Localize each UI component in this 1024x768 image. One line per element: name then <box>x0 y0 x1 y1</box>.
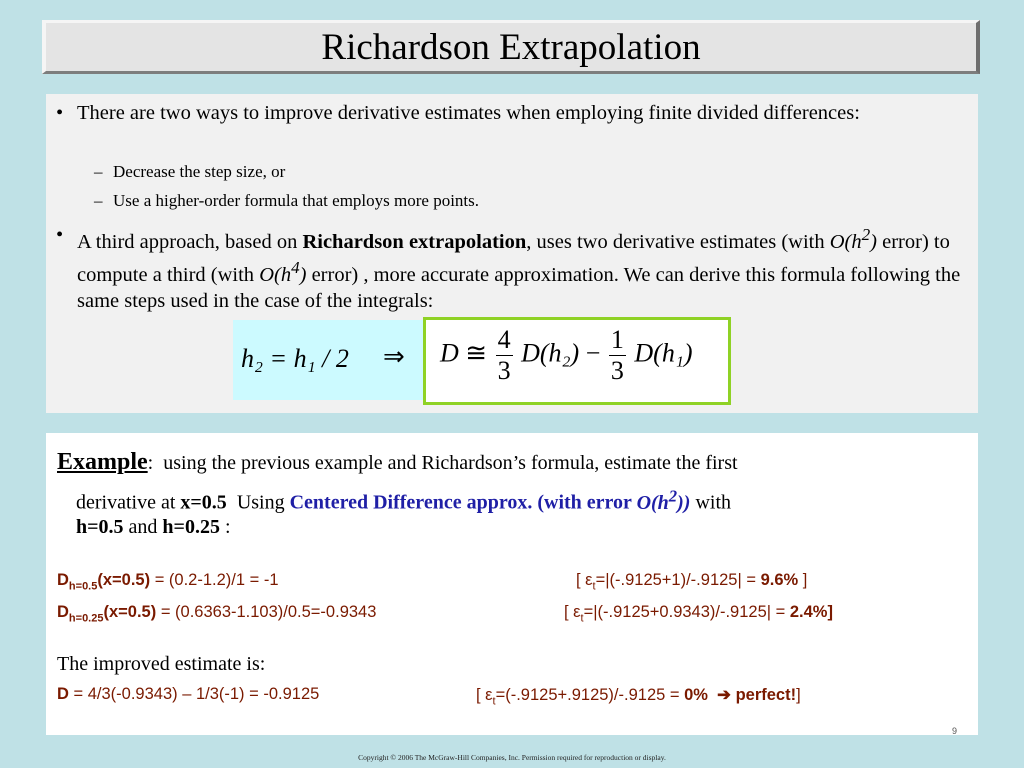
richardson-formula-box <box>423 317 731 405</box>
copyright-footer: Copyright © 2006 The McGraw-Hill Companies, Inc. Permission required for reproduction or display. <box>358 753 666 762</box>
arrow-icon: ➔ <box>717 686 731 704</box>
bullet-1-text: There are two ways to improve derivative estimates when employing finite divided differences: <box>77 102 860 124</box>
implies-symbol: ⇒ <box>383 342 405 371</box>
example-line-1: Example: using the previous example and Richardson’s formula, estimate the first <box>57 449 738 475</box>
page-number: 9 <box>952 726 958 736</box>
bullet-dot: • <box>56 102 64 124</box>
example-line-3: h=0.5 and h=0.25 : <box>76 516 231 538</box>
richardson-term: Richardson extrapolation <box>302 230 527 253</box>
definition-panel: • There are two ways to improve derivative estimates when employing finite divided differences: – Decrease the step size, or – Use a higher-order formula that employs more points. • A third approach, based on Richardson extrapolation, uses two derivative estimates (with $O(h^2)$ error) to compute a third (with $O(h^4)$ error) , more accurate approximation. We can derive this formula following the same steps used in the case of the integrals: h₂ = h₁ / 2 ⇒ D ≅ $\frac{4}{3}$ D(h₂) − $\frac{1}{3}$ D(h₁) <box>46 94 978 413</box>
centered-difference-label: Centered Difference approx. (with error $O(h^2)$) <box>289 486 691 514</box>
sub-bullet-1-text: Decrease the step size, or <box>113 162 286 181</box>
bullet-2-text: A third approach, based on Richardson extrapolation, uses two derivative estimates (with $O(h^2)$ error) to compute a third (with $O(h^4)$ error) , more accurate approximation. We can derive this formula following the same steps used in the case of the integrals: <box>77 225 961 312</box>
perfect-label: perfect! <box>735 686 797 704</box>
step-size-formula: h₂ = h₁ / 2 <box>241 344 349 373</box>
sub-bullet-2-text: Use a higher-order formula that employs more points. <box>113 191 480 210</box>
example-panel <box>46 433 978 735</box>
slide-title: Richardson Extrapolation <box>321 27 701 68</box>
calc-richardson: D = 4/3(-0.9343) – 1/3(-1) = -0.9125 <box>57 685 320 703</box>
step-size-formula-box <box>233 320 423 400</box>
fraction-4-3: $\frac{4}{3}$ <box>497 325 511 385</box>
example-heading: Example <box>57 449 148 475</box>
bullet-dot: • <box>56 224 64 246</box>
error-h-0-25: [ $\varepsilon_t=|(-.9125+0.9343)/-.9125| = 2.4\%$] <box>564 603 833 625</box>
calc-h-0-25: $D_{h=0.25}(x=0.5) = (0.6363-1.103)/0.5=-0.9343$ <box>57 603 377 625</box>
fraction-1-3: $\frac{1}{3}$ <box>610 325 624 385</box>
error-order-4: $O(h^4)$ <box>259 257 307 286</box>
example-line-2: derivative at x=0.5 Using Centered Difference approx. (with error $O(h^2)$) with <box>76 486 732 514</box>
error-order-2: $O(h^2)$ <box>829 225 877 253</box>
error-h-0-5: [ $\varepsilon_t=|(-.9125+1)/-.9125| = 9.6\%$ ] <box>576 571 808 593</box>
calc-h-0-5: $D_{h=0.5}(x=0.5) = (0.2-1.2)/1 = -1$ <box>57 571 279 593</box>
title-bar <box>42 20 980 74</box>
error-richardson: [ $\varepsilon_t=(-.9125+.9125)/-.9125 = 0\%$ ➔ perfect!] <box>476 686 801 708</box>
improved-estimate-label: The improved estimate is: <box>57 653 266 675</box>
richardson-formula: D ≅ $\frac{4}{3}$ D(h₂) − $\frac{1}{3}$ D(h₁) <box>440 325 693 385</box>
